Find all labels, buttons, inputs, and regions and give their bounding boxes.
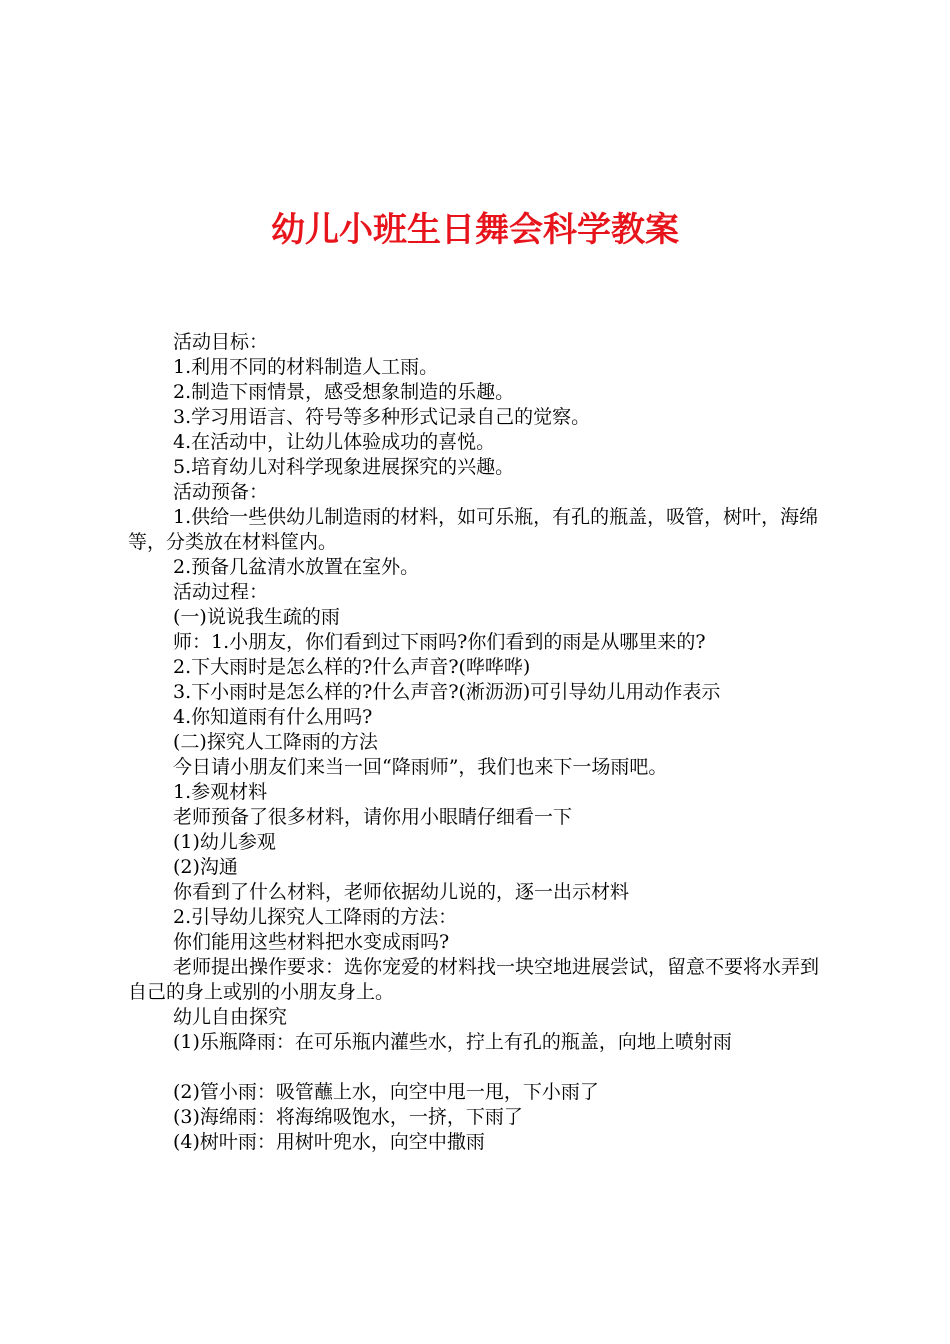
paragraph: (一)说说我生疏的雨 — [173, 606, 340, 628]
paragraph: 2.制造下雨情景，感受想象制造的乐趣。 — [173, 381, 515, 403]
paragraph: 活动过程： — [173, 581, 269, 603]
blank-line — [128, 1055, 828, 1080]
paragraph: (3)海绵雨：将海绵吸饱水，一挤，下雨了 — [173, 1106, 523, 1128]
paragraph: (4)树叶雨：用树叶兜水，向空中撒雨 — [173, 1131, 485, 1153]
paragraph: 老师预备了很多材料，请你用小眼睛仔细看一下 — [173, 806, 573, 828]
paragraph: 今日请小朋友们来当一回“降雨师”，我们也来下一场雨吧。 — [173, 756, 668, 778]
paragraph: 1.供给一些供幼儿制造雨的材料，如可乐瓶，有孔的瓶盖，吸管，树叶，海绵等，分类放在材料筐内。 — [128, 506, 819, 553]
document-title: 幼儿小班生日舞会科学教案 — [271, 210, 679, 250]
paragraph: 3.下小雨时是怎么样的?什么声音?(淅沥沥)可引导幼儿用动作表示 — [173, 681, 721, 703]
paragraph: (二)探究人工降雨的方法 — [173, 731, 378, 753]
paragraph: 你看到了什么材料，老师依据幼儿说的，逐一出示材料 — [173, 881, 630, 903]
paragraph: 2.引导幼儿探究人工降雨的方法： — [173, 906, 458, 928]
paragraph: 5.培育幼儿对科学现象进展探究的兴趣。 — [173, 456, 515, 478]
paragraph: 4.你知道雨有什么用吗? — [173, 706, 373, 728]
paragraph: 活动预备： — [173, 481, 269, 503]
paragraph: 3.学习用语言、符号等多种形式记录自己的觉察。 — [173, 406, 591, 428]
paragraph: 你们能用这些材料把水变成雨吗? — [173, 931, 450, 953]
document-body — [128, 330, 828, 1155]
paragraph: 1.参观材料 — [173, 781, 268, 803]
paragraph: 活动目标： — [173, 331, 269, 353]
paragraph: 2.预备几盆清水放置在室外。 — [173, 556, 420, 578]
paragraph: 师：1.小朋友，你们看到过下雨吗?你们看到的雨是从哪里来的? — [173, 631, 706, 653]
paragraph: (1)乐瓶降雨：在可乐瓶内灌些水，拧上有孔的瓶盖，向地上喷射雨 — [173, 1031, 732, 1053]
paragraph: (2)管小雨：吸管蘸上水，向空中甩一甩，下小雨了 — [173, 1081, 599, 1103]
paragraph: 老师提出操作要求：选你宠爱的材料找一块空地进展尝试，留意不要将水弄到自己的身上或别的小朋友身上。 — [128, 956, 820, 1003]
paragraph: (1)幼儿参观 — [173, 831, 276, 853]
paragraph: 1.利用不同的材料制造人工雨。 — [173, 356, 439, 378]
paragraph: 2.下大雨时是怎么样的?什么声音?(哗哗哗) — [173, 656, 531, 678]
paragraph: 幼儿自由探究 — [173, 1006, 288, 1028]
paragraph: 4.在活动中，让幼儿体验成功的喜悦。 — [173, 431, 496, 453]
paragraph: (2)沟通 — [173, 856, 238, 878]
